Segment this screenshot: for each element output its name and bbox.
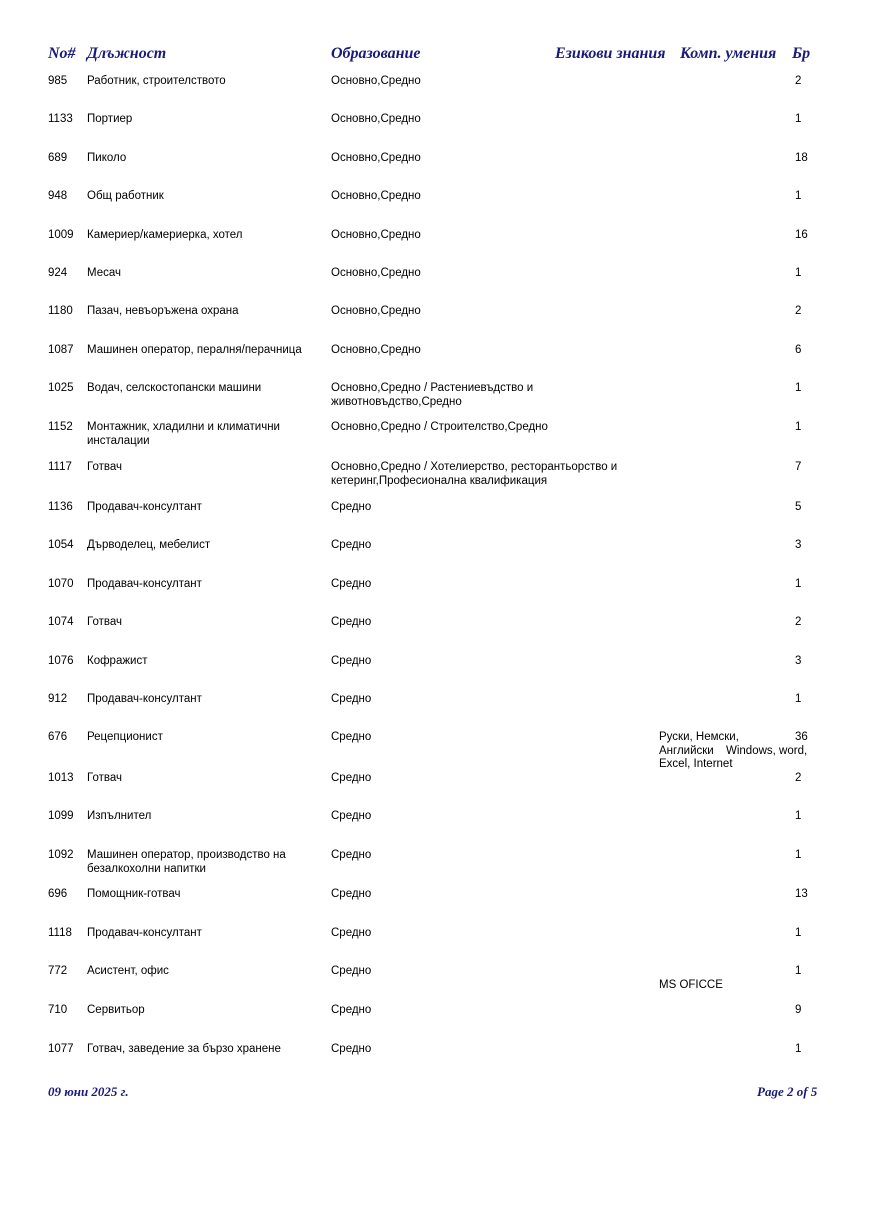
row-education: Средно (331, 965, 372, 977)
row-position: Изпълнител (87, 810, 152, 822)
row-count: 1 (795, 113, 802, 125)
row-computer-skills: MS OFICCE (659, 978, 723, 991)
row-number: 676 (48, 731, 68, 743)
header-languages: Езикови знания (555, 45, 666, 62)
row-position: Общ работник (87, 190, 164, 202)
row-count: 5 (795, 501, 802, 513)
row-number: 1099 (48, 810, 74, 822)
row-position: Готвач (87, 616, 122, 628)
row-count: 1 (795, 849, 802, 861)
row-number: 1009 (48, 229, 74, 241)
row-position: Дърводелец, мебелист (87, 539, 211, 551)
row-education: Средно (331, 1043, 372, 1055)
row-number: 1025 (48, 382, 74, 394)
row-position: Асистент, офис (87, 965, 169, 977)
row-position: Сервитьор (87, 1004, 145, 1016)
row-count: 1 (795, 421, 802, 433)
row-position: Монтажник, хладилни и климатични инсталации (87, 421, 280, 447)
row-education: Средно (331, 849, 372, 861)
row-count: 18 (795, 152, 808, 164)
row-count: 1 (795, 382, 802, 394)
row-number: 1077 (48, 1043, 74, 1055)
row-count: 1 (795, 965, 802, 977)
row-number: 689 (48, 152, 68, 164)
row-count: 6 (795, 344, 802, 356)
row-number: 1092 (48, 849, 74, 861)
row-number: 1152 (48, 421, 73, 433)
row-position: Камериер/камериерка, хотел (87, 229, 243, 241)
row-position: Машинен оператор, пералня/перачница (87, 344, 302, 356)
row-education: Основно,Средно (331, 344, 421, 356)
row-position: Рецепционист (87, 731, 163, 743)
row-education: Средно (331, 810, 372, 822)
row-education: Основно,Средно (331, 190, 421, 202)
footer-date: 09 юни 2025 г. (48, 1084, 129, 1099)
row-count: 16 (795, 229, 808, 241)
row-position: Водач, селскостопански машини (87, 382, 262, 394)
row-computer-skills: Windows, word, Excel, Internet (659, 744, 808, 770)
header-count: Бр (792, 45, 811, 62)
row-education: Средно (331, 772, 372, 784)
header-no: No# (48, 45, 76, 62)
row-count: 1 (795, 578, 802, 590)
row-education: Основно,Средно / Строителство,Средно (331, 421, 548, 433)
row-position: Продавач-консултант (87, 501, 202, 513)
row-count: 1 (795, 190, 802, 202)
row-count: 1 (795, 1043, 802, 1055)
row-number: 948 (48, 190, 68, 202)
footer-page-number: Page 2 of 5 (757, 1084, 818, 1099)
row-count: 9 (795, 1004, 802, 1016)
row-education: Основно,Средно (331, 75, 421, 87)
row-number: 1076 (48, 655, 74, 667)
row-position: Кофражист (87, 655, 148, 667)
row-position: Пиколо (87, 152, 127, 164)
row-education: Средно (331, 1004, 372, 1016)
row-number: 1133 (48, 113, 73, 125)
row-position: Продавач-консултант (87, 693, 202, 705)
row-education: Средно (331, 539, 372, 551)
row-number: 710 (48, 1004, 68, 1016)
row-number: 1117 (48, 461, 72, 473)
row-position: Готвач (87, 772, 122, 784)
row-education: Средно (331, 501, 372, 513)
row-education: Средно (331, 616, 372, 628)
row-number: 1013 (48, 772, 74, 784)
row-position: Продавач-консултант (87, 578, 202, 590)
row-education: Основно,Средно (331, 305, 421, 317)
row-number: 1074 (48, 616, 74, 628)
row-number: 985 (48, 75, 68, 87)
row-count: 1 (795, 267, 802, 279)
row-position: Пазач, невъоръжена охрана (87, 305, 239, 317)
row-number: 924 (48, 267, 68, 279)
row-number: 1180 (48, 305, 73, 317)
row-education: Средно (331, 655, 372, 667)
row-education: Средно (331, 927, 372, 939)
row-count: 2 (795, 75, 802, 87)
row-education: Основно,Средно (331, 267, 421, 279)
row-position: Продавач-консултант (87, 927, 202, 939)
row-number: 696 (48, 888, 68, 900)
row-position: Портиер (87, 113, 133, 125)
row-count: 13 (795, 888, 808, 900)
row-number: 1087 (48, 344, 74, 356)
row-count: 3 (795, 655, 802, 667)
row-number: 912 (48, 693, 68, 705)
row-position: Помощник-готвач (87, 888, 181, 900)
row-count: 2 (795, 616, 802, 628)
row-position: Машинен оператор, производство на безалкохолни напитки (87, 849, 286, 875)
row-position: Готвач (87, 461, 122, 473)
header-computer-skills: Комп. умения (680, 45, 777, 62)
row-count: 1 (795, 693, 802, 705)
row-education: Основно,Средно / Растениевъдство и животновъдство,Средно (331, 382, 534, 408)
row-education: Средно (331, 731, 372, 743)
row-count: 36 (795, 731, 808, 743)
row-number: 1118 (48, 927, 72, 939)
row-count: 3 (795, 539, 802, 551)
row-count: 2 (795, 305, 802, 317)
row-position: Работник, строителството (87, 75, 226, 87)
row-count: 1 (795, 927, 802, 939)
row-count: 7 (795, 461, 802, 473)
row-education: Основно,Средно (331, 152, 421, 164)
row-education: Средно (331, 888, 372, 900)
row-position: Месач (87, 267, 121, 279)
row-count: 2 (795, 772, 802, 784)
row-education: Основно,Средно (331, 229, 421, 241)
row-languages: Руски, Немски, Английски (659, 731, 739, 757)
row-education: Средно (331, 693, 372, 705)
row-number: 1136 (48, 501, 73, 513)
header-position: Длъжност (87, 45, 167, 62)
row-position: Готвач, заведение за бързо хранене (87, 1043, 281, 1055)
row-number: 1070 (48, 578, 74, 590)
row-number: 1054 (48, 539, 74, 551)
row-count: 1 (795, 810, 802, 822)
row-education: Основно,Средно (331, 113, 421, 125)
row-education: Средно (331, 578, 372, 590)
row-education: Основно,Средно / Хотелиерство, ресторантьорство и кетеринг,Професионална квалификация (331, 461, 618, 487)
row-number: 772 (48, 965, 68, 977)
header-education: Образование (331, 45, 421, 62)
